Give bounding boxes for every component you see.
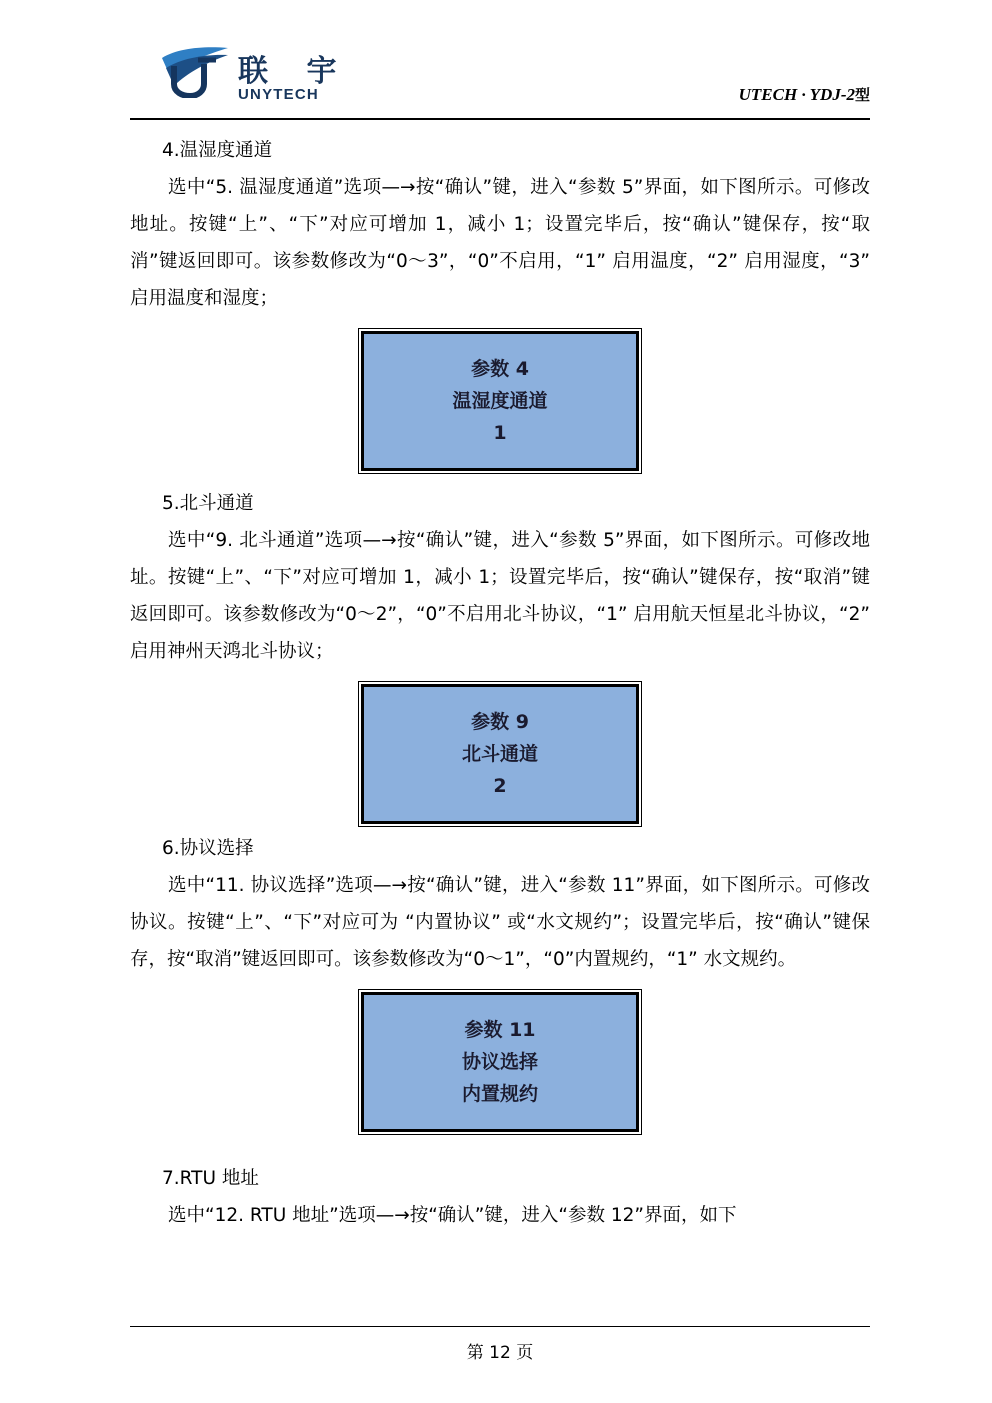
lcd-screen	[361, 992, 639, 1132]
header-brand: UTECH	[738, 85, 798, 104]
lcd-screen	[361, 331, 639, 471]
header-model-suffix: 型	[854, 86, 870, 104]
page-header	[130, 40, 870, 118]
section-body-temp-humidity: 选中“5. 温湿度通道”选项—→按“确认”键，进入“参数 5”界面，如下图所示。可修改地址。按键“上”、“下”对应可增加 1，减小 1；设置完毕后，按“确认”键保存，按“取消”键返回即可。该参数修改为“0～3”，“0”不启用，“1” 启用温度，“2” 启用湿度，“3” 启用温度和湿度；	[130, 177, 870, 309]
document-body	[130, 132, 870, 1234]
footer-divider	[130, 1326, 870, 1327]
lcd-line-1: 参数 11	[464, 1019, 536, 1041]
section-heading-rtu-address: 7.RTU 地址	[162, 1168, 259, 1189]
lcd-line-1: 参数 4	[471, 358, 529, 380]
lcd-line-1: 参数 9	[471, 711, 529, 733]
screen-figure-param9	[130, 684, 870, 824]
header-model: YDJ-2	[809, 85, 855, 104]
section-heading-protocol: 6.协议选择	[162, 838, 254, 859]
section-body-beidou: 选中“9. 北斗通道”选项—→按“确认”键，进入“参数 5”界面，如下图所示。可修改地址。按键“上”、“下”对应可增加 1，减小 1；设置完毕后，按“确认”键保存，按“取消”键返回即可。该参数修改为“0～2”，“0”不启用北斗协议，“1” 启用航天恒星北斗协议，“2” 启用神州天鸿北斗协议；	[130, 530, 870, 662]
section-body-protocol: 选中“11. 协议选择”选项—→按“确认”键，进入“参数 11”界面，如下图所示。可修改协议。按键“上”、“下”对应可为 “内置协议” 或“水文规约”；设置完毕后，按“确认”键保存，按“取消”键返回即可。该参数修改为“0～1”，“0”内置规约，“1” 水文规约。	[130, 875, 870, 970]
lcd-screen	[361, 684, 639, 824]
lcd-line-3: 2	[493, 775, 507, 797]
section-heading-beidou: 5.北斗通道	[162, 493, 254, 514]
lcd-line-2: 协议选择	[461, 1051, 538, 1073]
lcd-line-2: 温湿度通道	[452, 390, 548, 412]
screen-figure-param11	[130, 992, 870, 1132]
section-heading-temp-humidity: 4.温湿度通道	[162, 140, 273, 161]
page-number: 第 12 页	[466, 1343, 534, 1363]
header-model-text	[739, 84, 870, 105]
header-separator: ·	[797, 85, 810, 104]
header-divider	[130, 118, 870, 120]
lcd-line-3: 内置规约	[461, 1083, 538, 1105]
lcd-line-2: 北斗通道	[461, 743, 538, 765]
screen-figure-param4	[130, 331, 870, 471]
unytech-logo-icon	[160, 46, 232, 98]
page-footer	[130, 1338, 870, 1363]
lcd-line-3: 1	[493, 422, 507, 444]
logo-english-name: UNYTECH	[238, 86, 319, 103]
logo-chinese-name: 联 宇	[238, 54, 351, 89]
section-body-rtu-address: 选中“12. RTU 地址”选项—→按“确认”键，进入“参数 12”界面，如下	[168, 1205, 737, 1226]
company-logo	[160, 44, 370, 114]
